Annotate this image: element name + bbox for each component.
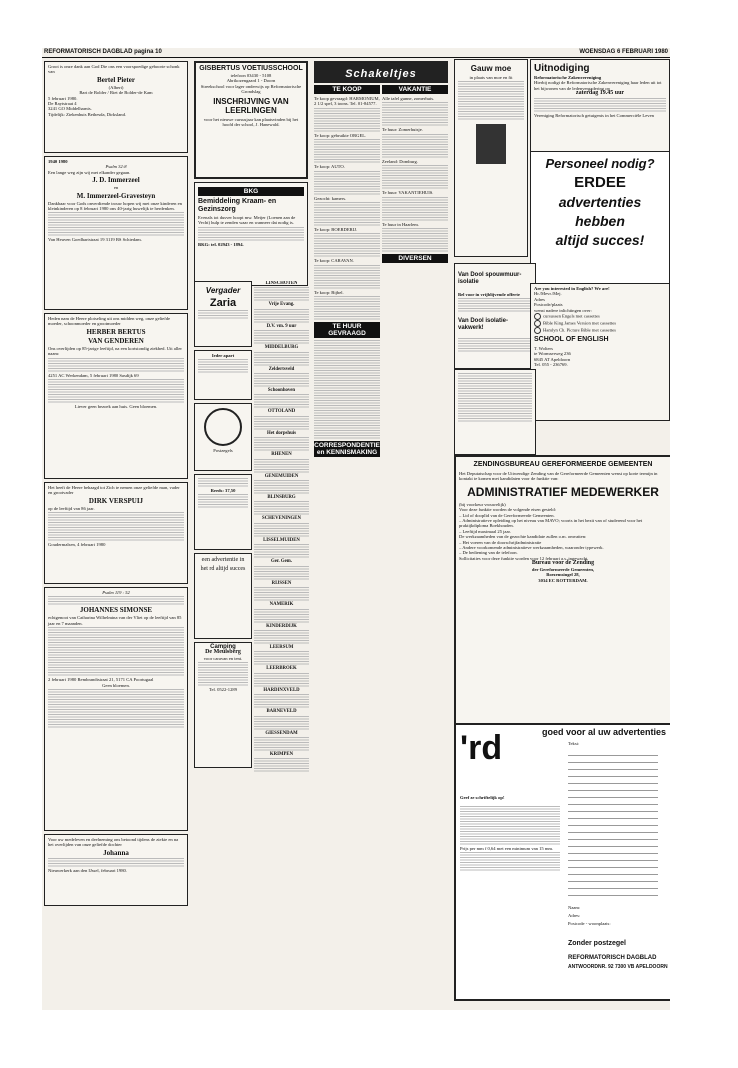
zending-taak: De werkzaamheden van de gezochte kandidate zullen o.m. omvatten: [459,534,587,540]
rd-ad-coupon [454,723,670,1001]
zending-address: der Gereformeerde Gemeenten, [531,566,595,572]
camping-ad [194,642,252,768]
rd-logo: 'rd [460,729,503,767]
checkbox-icon[interactable] [534,327,541,334]
rd-logo-block [460,729,540,785]
list-item: Te huur: Zomerhuisje. [382,127,423,133]
school-ad [194,61,308,179]
english-coupon [530,283,670,421]
rd-text-input[interactable] [568,749,658,899]
death-notice-2 [44,482,188,584]
personeel-line: ERDEE [574,174,626,191]
thanks-notice [44,834,188,906]
english-title: Are you interested in English? We are! [534,286,610,291]
school-name: GISBERTUS VOETIUSSCHOOL [199,65,303,72]
english-school: SCHOOL OF ENGLISH [534,336,609,344]
church-entry: KRIMPEN [269,751,294,757]
notice-address: Van Heuven Goedhartstraat 19 3119 BS Schiedam. [48,237,142,243]
isolatie-name: Van Dool isolatie-vakwerk! [458,318,509,332]
classifieds-right [382,83,448,983]
list-item: Te koop: Bijbel. [314,289,344,295]
english-address: 6845 AT Apeldoorn [534,356,571,362]
english-field-postcode: Postcode/plaats [534,302,563,308]
notice-sub: (Albert) [108,84,124,90]
rd-promo-box [194,553,252,639]
vakantie-list [382,96,448,252]
rd-antwoord: ANTWOORDNR. 92 7300 VB APELDOORN [568,964,668,970]
zending-address: Boezemsingel 28, [546,572,580,578]
notice-address: 4251 AC Werkendam, 5 februari 1980 Sasdijk 69 [48,372,139,378]
notice-address: Nieuwerkerk aan den IJssel, februari 1980. [48,867,127,873]
church-entry: RIJSSEN [271,580,292,586]
isolatie-title: Van Dool spouwmuur-isolatie [458,272,522,285]
church-entry: LISSELMUIDEN [263,537,300,543]
church-entry: LEERBROEK [266,666,297,672]
church-entry: OTTOLAND [267,409,296,415]
school-phone: telefoon 03430 - 5108 [230,73,272,78]
english-address: te Wormserweg 236 [534,351,571,357]
notice-name: DIRK VERSPUIJ [88,496,144,505]
rd-krant: REFORMATORISCH DAGBLAD [568,955,657,961]
death-notice-1 [44,313,188,479]
small-ad [194,350,252,400]
camping-text: voor caravan en tent. [203,655,243,661]
uitnodiging-org: Reformatorische Zakenvereniging [534,75,602,80]
gauw-sub: in plaats van moe en fit [469,75,513,80]
bkg-ad [194,182,308,286]
rd-price: Prijs per mm f 0,64 met een minimum van 15 mm. [460,846,554,851]
checkbox-icon[interactable] [534,313,541,320]
notice-text: Heden nam de Heere plotseling uit ons midden weg, onze geliefde moeder, schoonmoeder en grootmoeder [48,316,171,327]
zending-taak-item: Andere voorkomende administratieve werkzaamheden, waaronder typewerk. [462,545,604,551]
vergader-title: Vergader [205,286,241,295]
school-subtitle: Streekschool voor lager onderwijs op Reformatorische Grondslag [200,83,302,95]
notice-text: Ons overlijden op 85-jarige leeftijd, na een kortstondig ziekbed. Uit aller naam: [48,345,182,357]
school-title: INSCHRIJVING VAN LEERLINGEN [213,96,289,115]
list-item: Te koop: gebruikte ORGEL. [314,132,367,138]
uitnodiging-text: Hierbij nodigt de Reformatorische Zakenvereniging haar leden uit tot het bijwonen van de ledenvergadering op [534,80,662,91]
column-display-ads [452,59,670,1009]
rd-tekst-label: Tekst: [568,741,580,746]
notice-note: Geen bloemen. [102,682,130,688]
column-classifieds [312,59,450,1009]
church-entry: BLINSBURG [267,495,296,501]
death-notice-3 [44,587,188,831]
church-entry: Ger. Gem. [270,559,292,565]
isolatie-ad [454,263,536,369]
uitnodiging-ad [530,59,670,153]
classifieds-left [314,83,380,983]
church-entry: Het dorpshuis [267,430,296,436]
small-classified-ad [454,369,536,455]
notice-years: 1940 1980 [48,159,68,164]
section-te-huur: TE HUUR GEVRAAGD [314,322,380,338]
zending-text: Het Deputatschap voor de Uitwendige Zending van de Gereformeerde Gemeenten wenst op korte termijn in kontakt te komen met kandidaten voor de funktie van: [459,471,658,482]
church-entry: D.V. vm. 9 uur [266,323,297,329]
church-services [254,281,309,841]
notice-name: J. D. Immerzeel [92,176,140,185]
church-entry: HARDINXVELD [263,687,300,693]
bottle-icon [476,124,506,164]
english-option: Bible King James Version met cassettes [543,320,617,326]
personeel-line: hebben [575,213,625,229]
notice-text: echtgenoot van Catharina Wilhelmina van der Vliet op de leeftijd van 85 jaar en 7 maanden. [48,615,182,626]
uitnodiging-org2: Vereniging Reformatorisch getuigenis in het Commerciële Leven [534,112,654,118]
gauw-title: Gauw moe [470,64,512,73]
birth-notice [44,61,188,153]
personeel-line: Personeel nodig? [545,156,655,171]
te-koop-list [314,96,380,320]
notice-text: Voor uw medeleven en deelneming ons betoond tijdens de ziekte en na het overlijden van onze geliefde dochter [48,837,179,848]
zakenvereniging-left [454,59,528,259]
list-item: Te huur in Haarlem. [382,221,419,227]
notice-note: Liever geen bezoek aan huis. Geen bloemen. [74,404,158,410]
notice-text: Een lange weg zijn wij met elkander gegaan. [48,169,131,175]
schakeltjes-banner [314,61,448,83]
newspaper-page [42,48,670,1010]
rd-post-label: Postcode - woonplaats: [568,921,611,926]
zending-bureau: Bureau voor de Zending [531,560,595,567]
notice-date: 5 februari 1980. [48,95,78,101]
bkg-label: BKG [198,187,304,196]
english-field-address: Adres [534,296,545,302]
left-ad-stack [194,281,252,841]
bkg-phone: BKG: tel. 02943 - 1894. [198,241,244,247]
church-entry: MIDDELBURG [264,345,299,351]
notice-text: Het heeft de Heere behaagd tot Zich te nemen onze geliefde man, vader en grootvader [48,485,180,496]
zending-eis: Administratieve opleiding op het niveau van MAVO; voorts in het bezit van of studerend voor het praktijkdiploma Boekhouden. [459,518,643,529]
circle-logo-icon [204,408,242,446]
notice-text: en [113,185,119,191]
camping-title: Camping [210,644,236,650]
section-diversen: DIVERSEN [382,254,448,263]
notice-text: Groot is onze dank aan God Die ons een voorspoedige geboorte schonk van [48,64,180,75]
church-entry: NAMERIK [269,602,294,608]
church-entry: GENEMUIDEN [264,473,299,479]
notice-name: Johanna [103,848,129,857]
personeel-ad [530,151,670,285]
notice-text: Dankbaar voor Gods onverdiende trouw hopen wij met onze kinderen en kleinkinderen op 8 februari 1980 ons 40-jarig huwelijk te herdenken. [48,200,182,212]
rd-opgave: Geef ze schriftelijk op! [460,795,505,800]
church-entry: SCHEVENINGEN [262,516,301,522]
english-phone: Tel. 055 - 236769. [534,362,568,368]
church-entry: Zeldertsveld [268,366,295,372]
header-right: WOENSDAG 6 FEBRUARI 1980 [579,49,668,55]
vergader-ad [194,281,252,347]
price-ad [194,474,252,550]
notice-verse: Psalm 119 : 52 [102,590,130,595]
section-te-koop: TE KOOP [314,85,380,94]
list-item: Te huur: VAKANTIEHUIS. [382,190,434,196]
rd-adres-label: Adres: [568,913,581,918]
zending-eis: Leeftijd maximaal 25 jaar. [462,528,511,534]
section-vakantie: VAKANTIE [382,85,448,94]
list-item: Te koop: CARAVAN. [314,258,354,264]
notice-address: Goudermalsen, 4 februari 1980 [48,542,106,548]
checkbox-icon[interactable] [534,320,541,327]
personeel-line: altijd succes! [555,232,645,248]
english-option: Hamlyn Ch. Picture Bible met cassettes [543,327,616,333]
church-entry: Schoonhoven [267,388,296,394]
anniversary-notice [44,156,188,310]
notice-name: JOHANNES SIMONSE [79,606,153,615]
zending-taak-item: De bediening van de telefoon. [462,550,518,556]
zending-eisen: Voor deze funktie worden de volgende eisen gesteld: [459,507,556,513]
rd-ad-title: goed voor al uw advertenties [542,727,667,737]
church-entry: BARNEVELD [266,709,297,715]
church-entry: Vrije Evang. [268,302,295,308]
personeel-line: advertenties [558,194,642,210]
list-item: Alle tafel gunne, zomerhuis. [382,96,435,101]
zending-sub: (bij voorkeur vrouwelijk) [459,501,506,507]
notice-address: 3241 GO Middelharnis. [48,106,92,112]
notice-name: VAN GENDEREN [88,336,144,345]
column-school-church [192,59,310,1009]
church-entry: RHENEN [271,452,292,458]
notice-parents: Bart de Bolder / Riet de Bolder-de Kam [79,90,153,96]
stamp-ad [194,403,252,471]
bkg-text: Evenals tot dusver hoopt mw. Meijer (Loenen aan de Vecht) hulp te zenden waar en wanneer dat nodig is. [198,215,296,226]
uitnodiging-title: Uitnodiging [534,63,590,74]
vergader-name: Zaria [209,297,237,309]
zending-eis: Lid of doopIid van de Gereformeerde Gemeenten. [462,512,555,518]
list-item: Te koop: AUTO. [314,164,345,170]
list-item: Gezocht: kamers. [314,195,347,201]
list-item: Zeeland: Domburg. [382,158,418,164]
church-entry: LEERSUM [269,644,294,650]
camping-name: De Meulsberg [205,649,241,656]
english-option: cursussen Engels met cassettes [543,313,600,319]
uitnodiging-date: zaterdag 19.45 uur [575,90,625,97]
column-family-notices [42,59,190,1009]
english-want: wenst nadere inlichtingen over: [534,307,592,313]
english-field-name: Hr./Mevr./Mej. [534,291,562,297]
isolatie-sub: Bel voor in vrijblijvende offerte [458,292,520,297]
english-address: T. Wolters [534,346,553,352]
church-entry: LINSCHOTEN [265,281,298,286]
notice-name: Bertel Pieter [97,75,135,84]
church-list [254,281,309,772]
school-address: Abrikozengaard 1 - Doorn [226,78,276,84]
small-ad-text: Ieder apart [211,353,235,358]
notice-extra: Tijdelijk: Ziekenhuis Bethesda, Dirksland. [48,111,127,117]
notice-name: M. Immerzeel-Gravesteyn [76,191,156,200]
list-item: Te koop gevraagd: HARMONIUM, 2 1/2 spel, 3 toons. Tel. 01-84577. [314,96,380,107]
camping-phone: Tel. 0522-1289 [208,687,237,693]
notice-name: HERBER BERTUS [86,327,146,336]
zending-functie: ADMINISTRATIEF MEDEWERKER [467,484,659,499]
zending-taak-item: Het voeren van de doorschrijfadministratie [462,539,542,545]
page-header [42,48,670,58]
zending-sollicitatie: Sollicitaties voor deze funktie worden voor 12 februari a.s. ingewacht. [459,555,589,561]
church-entry: KINDERDIJK [266,623,297,629]
zending-city: 3034 EC ROTTERDAM. [538,577,588,583]
zending-title: ZENDINGSBUREAU GEREFORMEERDE GEMEENTEN [473,461,653,468]
school-text: voor het nieuwe cursusjaar kan plaatsvinden bij het hoofd der school, J. Hanewald. [203,116,299,128]
rd-naam-label: Naam: [568,905,581,910]
notice-address: De Raytstraat 4 [48,101,77,107]
stamp-text: Postzegels [213,448,233,453]
notice-address: 2 februari 1980 Rembrandtstraat 21, 5171 CA Poortugaal [48,677,154,683]
section-correspondentie: CORRESPONDENTIE en KENNISMAKING [314,442,380,457]
notice-text: op de leeftijd van 86 jaar. [48,505,95,511]
gauw-moe-ad [454,59,528,257]
schakeltjes-title: Schakeltjes [345,68,417,80]
header-left: REFORMATORISCH DAGBLAD pagina 10 [44,49,162,55]
bkg-title: Bemiddeling Kraam- en Gezinszorg [198,198,277,213]
rd-promo-text: een advertentie in het rd altijd succes [200,557,246,572]
rd-zender: Zonder postzegel [568,940,626,947]
church-entry: GIESSENDAM [265,730,298,736]
zending-ad: ZENDINGSBUREAU GEREFORMEERDE GEMEENTEN Het Deputatschap voor de Uitwendige Zending van de Gereformeerde Gemeenten wenst op korte termijn in kontakt te komen met kandidaten voor de funktie van: ADMINISTRATIEF MEDEWERKER (bij voorkeur vrouwelijk) Voor deze funktie worden de volgende eisen gesteld: – Lid of doopIid van de Gereformeerde Gemeenten. – Administratieve opleiding op het niveau van MAVO; voorts in het bezit van of studerend voor het praktijkdiploma Boekhouden. – Leeftijd maximaal 25 jaar. De werkzaamheden van de gezochte kandidate zullen o.m. omvatten: – Het voeren van de doorschrijfadministratie – Andere voorkomende administratieve werkzaamheden, waaronder typewerk. – De bediening van de telefoon. Sollicitaties voor deze funktie worden voor 12 februari a.s. ingewacht. Bureau voor de Zending der Gereformeerde Gemeenten, Boezemsingel 28, 3034 EC ROTTERDAM. [454,455,670,725]
list-item: Te koop: BOERDERIJ. [314,227,358,233]
notice-verse: Psalm 32:8 [105,164,127,170]
price-text: Reeds: 37,50 [210,488,236,493]
